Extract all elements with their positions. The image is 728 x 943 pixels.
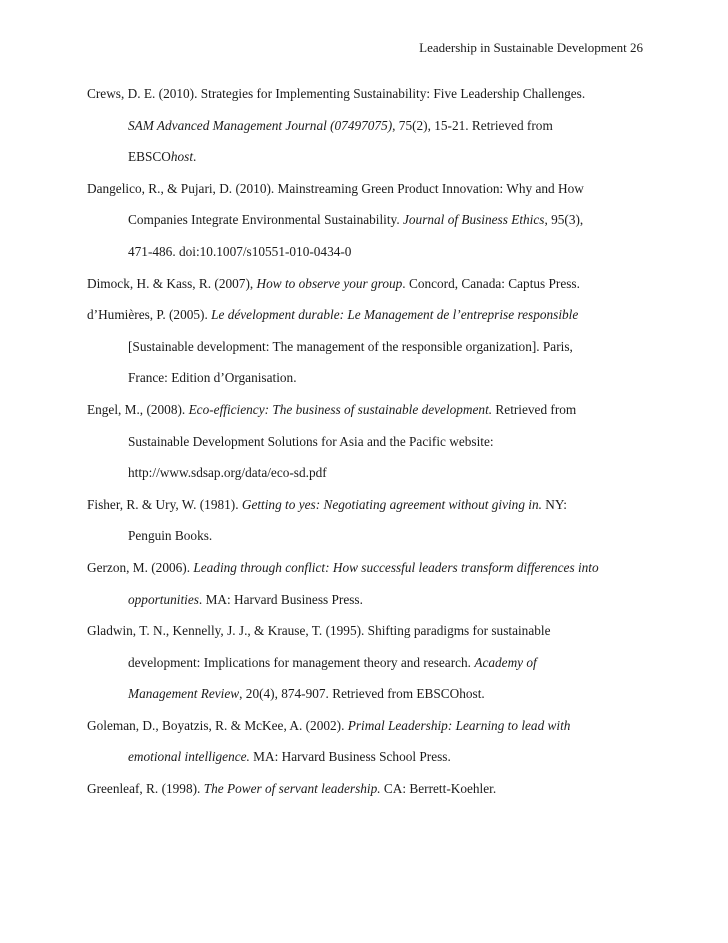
italic-text: SAM Advanced Management Journal (07497075)	[128, 117, 393, 133]
text: Goleman, D., Boyatzis, R. & McKee, A. (2002).	[87, 717, 348, 733]
text: NY:	[541, 496, 567, 512]
text: . MA: Harvard Business Press.	[198, 591, 363, 607]
reference-continuation-line	[87, 590, 657, 622]
text: development: Implications for management theory and research.	[128, 654, 475, 670]
text: , 95(3),	[544, 212, 584, 228]
text: , 75(2), 15-21. Retrieved from	[392, 117, 553, 133]
reference-continuation-line	[87, 337, 657, 369]
text: Crews, D. E. (2010). Strategies for Implementing Sustainability: Five Leadership Challenges.	[87, 86, 586, 101]
reference-first-line	[87, 716, 657, 748]
italic-text: The Power of servant leadership.	[203, 781, 381, 797]
reference-continuation-line	[87, 368, 657, 400]
reference-entry	[87, 621, 657, 716]
text: Dimock, H. & Kass, R. (2007),	[87, 275, 257, 291]
text: CA: Berrett-Koehler.	[380, 781, 497, 797]
text: Greenleaf, R. (1998).	[87, 781, 204, 797]
text: .	[193, 149, 197, 165]
text: Retrieved from	[492, 401, 577, 417]
reference-continuation-line	[87, 747, 657, 779]
text: Sustainable Development Solutions for Asia and the Pacific website:	[128, 433, 494, 449]
reference-entry	[87, 305, 657, 400]
reference-entry	[87, 558, 657, 621]
reference-first-line	[87, 558, 657, 590]
italic-text: Getting to yes: Negotiating agreement without giving in.	[241, 496, 542, 512]
reference-list	[87, 84, 657, 811]
reference-continuation-line	[87, 684, 657, 716]
italic-text: Le dévelopment durable: Le Management de l’entreprise responsible	[211, 307, 579, 323]
reference-first-line	[87, 400, 657, 432]
italic-text: Journal of Business Ethics	[403, 212, 545, 228]
reference-entry	[87, 179, 657, 274]
reference-continuation-line	[87, 463, 657, 495]
reference-first-line	[87, 305, 657, 337]
reference-first-line	[87, 274, 657, 306]
reference-entry	[87, 400, 657, 495]
text: [Sustainable development: The management of the responsible organization]. Paris,	[128, 338, 573, 354]
text: , 20(4), 874-907. Retrieved from EBSCOhost.	[239, 686, 485, 702]
text: Fisher, R. & Ury, W. (1981).	[87, 496, 242, 512]
reference-continuation-line	[87, 432, 657, 464]
text: Penguin Books.	[128, 528, 213, 544]
text: MA: Harvard Business School Press.	[249, 749, 451, 765]
reference-continuation-line	[87, 210, 657, 242]
reference-entry	[87, 716, 657, 779]
text: Gerzon, M. (2006).	[87, 559, 194, 575]
reference-continuation-line	[87, 147, 657, 179]
reference-entry	[87, 274, 657, 306]
text: 471-486. doi:10.1007/s10551-010-0434-0	[128, 243, 352, 259]
reference-first-line	[87, 84, 657, 116]
reference-entry	[87, 779, 657, 811]
reference-entry	[87, 84, 657, 179]
italic-text: Leading through conflict: How successful leaders transform differences into	[193, 559, 599, 575]
running-head: Leadership in Sustainable Development 26	[419, 40, 643, 55]
reference-continuation-line	[87, 653, 657, 685]
reference-continuation-line	[87, 242, 657, 274]
italic-text: Primal Leadership: Learning to lead with	[347, 717, 571, 733]
text: France: Edition d’Organisation.	[128, 370, 297, 386]
reference-first-line	[87, 779, 657, 811]
italic-text: host	[170, 149, 194, 165]
text: EBSCO	[128, 149, 171, 165]
text: Engel, M., (2008).	[87, 401, 189, 417]
italic-text: Academy of	[474, 654, 537, 670]
reference-entry	[87, 495, 657, 558]
italic-text: How to observe your group	[256, 275, 403, 291]
reference-first-line	[87, 179, 657, 211]
italic-text: Management Review	[128, 686, 240, 702]
text: Gladwin, T. N., Kennelly, J. J., & Krause, T. (1995). Shifting paradigms for sustainable	[87, 623, 551, 639]
reference-continuation-line	[87, 116, 657, 148]
text: . Concord, Canada: Captus Press.	[402, 275, 580, 291]
text: Companies Integrate Environmental Sustainability.	[128, 212, 403, 228]
reference-first-line	[87, 621, 657, 653]
reference-first-line	[87, 495, 657, 527]
italic-text: Eco-efficiency: The business of sustainable development.	[188, 401, 493, 417]
text: d’Humières, P. (2005).	[87, 307, 212, 323]
italic-text: emotional intelligence.	[128, 749, 250, 765]
text: http://www.sdsap.org/data/eco-sd.pdf	[128, 465, 327, 481]
reference-continuation-line	[87, 526, 657, 558]
text: Dangelico, R., & Pujari, D. (2010). Mainstreaming Green Product Innovation: Why and How	[87, 180, 584, 196]
italic-text: opportunities	[128, 591, 199, 607]
